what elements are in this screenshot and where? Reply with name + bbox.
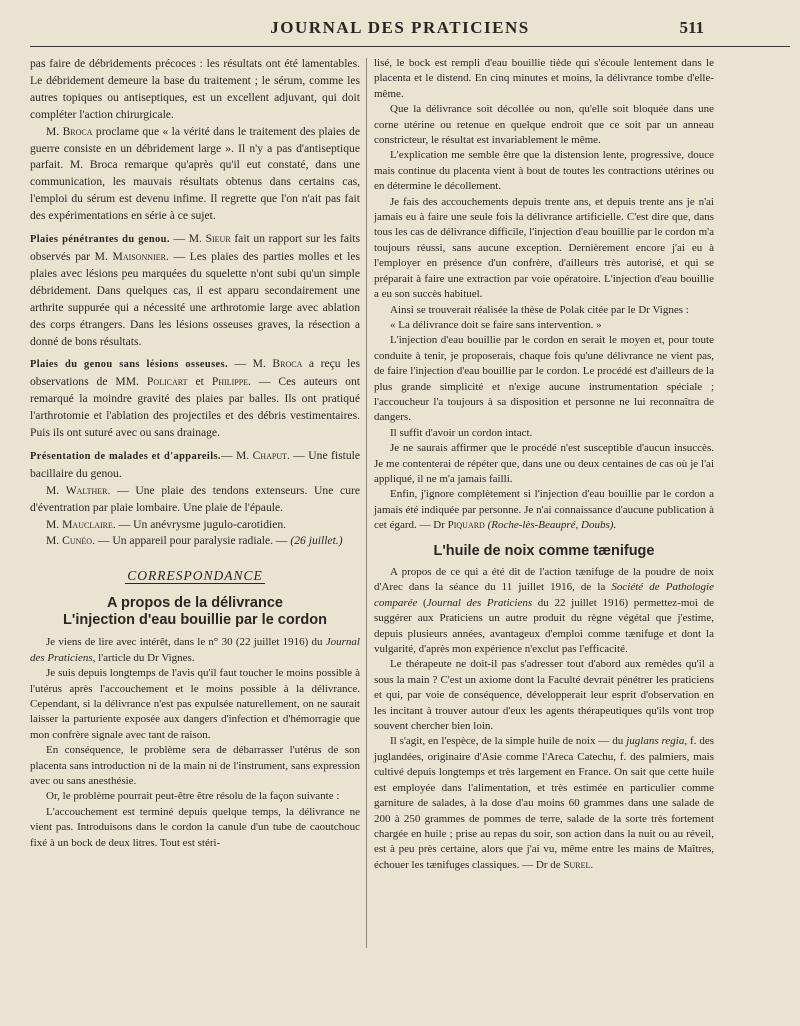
paragraph: En conséquence, le problème sera de débarrasser l'utérus de son placenta sans introduction ni de la main ni de l'instrument, sans expression avec ou sans anesthésie. [30,744,360,787]
paragraph: pas faire de débridements précoces : les résultats ont été lamentables. Le débridement demeure la base du traitement ; le sérum, comme les autres topiques ou antiseptiques, est un excellent adjuvant, qui doit compléter l'action chirurgicale. [30,57,360,121]
right-column [374,56,714,873]
article-subtitle: L'injection d'eau bouillie par le cordon [63,612,327,629]
paragraph: Je suis depuis longtemps de l'avis qu'il faut toucher le moins possible à l'utérus après l'accouchement et le moins possible à la délivrance. Cependant, si la délivrance n'est pas expulsée naturellement, on ne saurait laisser la parturiente exposée aux dangers d'infection et d'hémorragie que mon confrère signale avec tant de raison. [30,667,360,741]
left-column [30,56,360,851]
running-header [0,10,800,38]
paragraph: Il suffit d'avoir un cordon intact. [390,426,533,439]
article-title: A propos de la délivrance [107,595,283,612]
paragraph: Le thérapeute ne doit-il pas s'adresser tout d'abord aux remèdes qu'il a sous la main ? C'est un axiome dont la Faculté devrait pénétrer les praticiens et qui, par voie de conséquence, développerait leur esprit d'observation en les incitant à trouver autour d'eux les agents thérapeutiques qu'ils vont trop souvent chercher bien loin. [374,658,714,733]
paragraph: Il s'agit, en l'espèce, de la simple huile de noix — du juglans regia, f. des juglandées, originaire d'Asie comme l'Areca Catechu, f. des palmiers, mais cultivé depuis longtemps et très largement en France. On sait que cette huile est employée dans l'alimentation, et très estimée en particulier comme garniture de salades, à la dose d'au moins 60 grammes dans une salade de 200 à 250 grammes de pommes de terre, salade de la sorte très fortement chargée en huile ; prise au repas du soir, son action dans la nuit ou au réveil, est à peu près certaine, alors que j'ai vu, même entre les mains de Maîtres, échouer les tænifuges classiques. — Dr de Surel. [374,735,714,871]
quote: « La délivrance doit se faire sans intervention. » [390,318,602,331]
paragraph: Je viens de lire avec intérêt, dans le n° 30 (22 juillet 1916) du Journal des Praticiens, l'article du Dr Vignes. [30,636,360,664]
paragraph: M. Mauclaire. — Un anévrysme jugulo-carotidien. [46,517,287,531]
paragraph: M. Walther. — Une plaie des tendons extenseurs. Une cure d'éventration par plaie lombaire. Une plaie de l'épaule. [30,483,361,514]
journal-title: JOURNAL DES PRATICIENS [270,18,530,37]
section-heading: CORRESPONDANCE [127,568,263,584]
paragraph: lisé, le bock est rempli d'eau bouillie tiède qui s'écoule lentement dans le placenta et le distend. En cinq minutes et moins, la délivrance tombe d'elle-même. [374,57,714,100]
paragraph: Je ne saurais affirmer que le procédé n'est susceptible d'aucun insuccès. Je me contenterai de répéter que, dans une ou deux centaines de cas où je l'ai appliqué, il ne m'a jamais failli. [374,442,714,485]
header-rule [30,46,790,47]
paragraph: Enfin, j'ignore complètement si l'injection d'eau bouillie par le cordon a jamais été indiquée par personne. Je n'ai connaissance d'aucune publication à cet égard. — Dr Piquard (Roche-lès-Beaupré, Doubs). [374,488,714,532]
session-item: Plaies pénétrantes du genou. — M. Sieur fait un rapport sur les faits observés par M. Maisonnier. — Les plaies des parties molles et les plaies avec lésions peu marquées du squelette n'ont subi qu'un simple débridement. Dans quelques cas, il est apparu secondairement une arthrite suppurée qui a nécessité une arthrotomie large avec ablation des corps étrangers. Dans les lésions osseuses graves, la résection a donné de bons résultats. [30,232,361,348]
subheading: Plaies pénétrantes du genou. [30,234,170,246]
paragraph: L'explication me semble être que la distension lente, progressive, douce mais continue du placenta vient à bout de toutes les contractions utérines ou en détermine le décollement. [374,149,714,193]
paragraph: Ainsi se trouverait réalisée la thèse de Polak citée par le Dr Vignes : [390,303,689,316]
paragraph: A propos de ce qui a été dit de l'action tænifuge de la poudre de noix d'Arec dans la séance du 11 juillet 1916, de la Société de Pathologie comparée (Journal des Praticiens du 22 juillet 1916) permettez-moi de suggérer aux Praticiens un autre produit du règne végétal que j'estime, depuis plusieurs années, avantageux d'emploi comme tænifuge et dont la vulgarité, d'après mon expérience n'exclut pas l'efficacité. [374,566,714,656]
page-number: 511 [679,18,704,37]
subheading: Plaies du genou sans lésions osseuses. [30,359,228,371]
paragraph: L'accouchement est terminé depuis quelque temps, la délivrance ne vient pas. Introduisons dans le cordon la canule d'un tube de caoutchouc fixé à un bock de deux litres. Tout est stéri- [30,805,360,849]
article-title: L'huile de noix comme tænifuge [433,542,655,559]
paragraph: Je fais des accouchements depuis trente ans, et depuis trente ans je n'ai jamais eu à faire une seule fois la délivrance artificielle. C'est dire que, dans tous les cas de délivrance difficile, l'injection d'eau bouillie par le cordon m'a toujours réussi, sans aucune exception. Dernièrement encore j'ai eu à l'employer en présence d'un confrère, d'ailleurs très autorisé, et qui se préparait à faire une extraction par voie opératoire. L'injection d'eau bouillie a eu son succès habituel. [374,195,714,301]
paragraph: M. Broca proclame que « la vérité dans le traitement des plaies de guerre consiste en un débridement large ». Il n'y a pas d'antiseptique parfait. M. Broca remarque qu'après qu'il eut constaté, dans une communication, les mauvais résultats obtenus dans certains cas, l'emploi du sérum est devenu infime. Il regrette que l'on n'ait pas fait des expérimentations en série à ce sujet. [30,124,360,223]
paragraph: M. Cunéo. — Un appareil pour paralysie radiale. — (26 juillet.) [46,534,343,548]
subheading: Présentation de malades et d'appareils. [30,450,221,462]
session-item: Plaies du genou sans lésions osseuses. — M. Broca a reçu les observations de MM. Policart et Philippe. — Ces auteurs ont remarqué la moindre gravité des plaies par balles. Ils ont pratiqué l'arthrotomie et l'ablation des projectiles et des débris vestimentaires. Puis ils ont suturé avec ou sans drainage. [30,357,360,440]
paragraph: Or, le problème pourrait peut-être être résolu de la façon suivante : [46,790,340,803]
session-item: Présentation de malades et d'appareils.— M. Chaput. — Une fistule bacillaire du genou. [30,448,361,480]
column-rule [366,58,367,948]
paragraph: Que la délivrance soit décollée ou non, qu'elle soit bloquée dans une corne utérine ou retenue en quelque endroit que ce soit par un anneau constricteur, le résultat est invariablement le même. [374,103,714,147]
paragraph: L'injection d'eau bouillie par le cordon en serait le moyen et, pour toute conduite à tenir, je proposerais, chaque fois qu'une délivrance ne vient pas, de faire l'injection d'eau bouillie par le cordon. Le procédé est d'ailleurs de la plus grande simplicité et n'exige aucune instrumentation spéciale ; l'accoucheur l'a toujours à sa disposition et personne ne lui reconnaîtra de dangers. [374,334,714,424]
